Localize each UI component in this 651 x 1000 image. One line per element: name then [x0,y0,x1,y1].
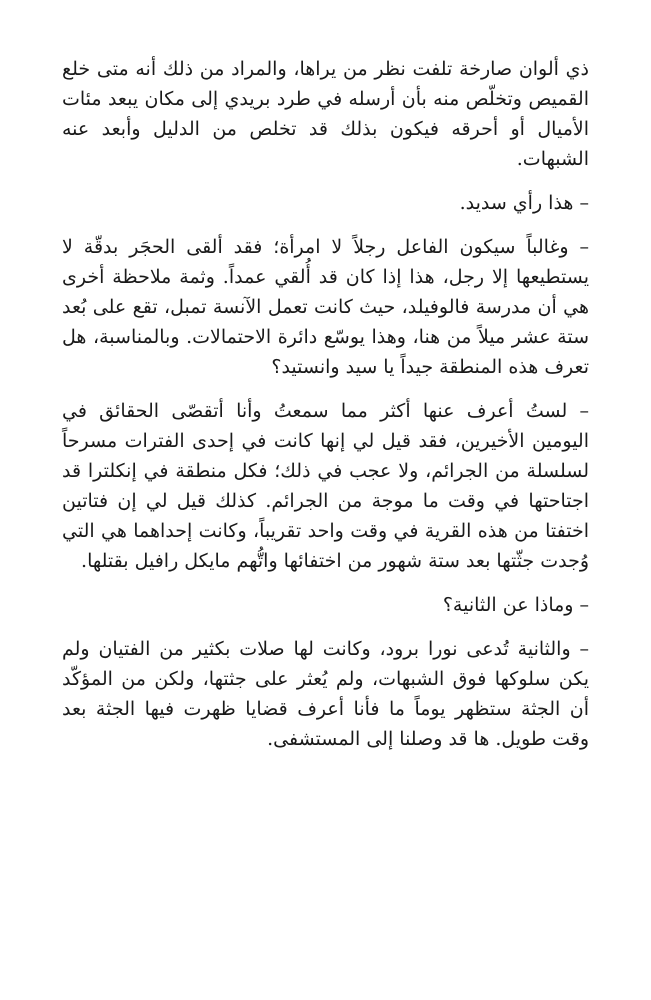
paragraph-6: – والثانية تُدعى نورا برود، وكانت لها صلات بكثير من الفتيان ولم يكن سلوكها فوق الشبهات، ولم يُعثر على جثتها، ولكن من المؤكّد أن الجثة ستظهر يوماً ما فأنا أعرف قضايا ظهرت فيها الجثة بعد وقت طويل. ها قد وصلنا إلى المستشفى. [62,638,589,750]
paragraph-2: – هذا رأي سديد. [459,192,589,214]
paragraph-3: – وغالباً سيكون الفاعل رجلاً لا امرأة؛ فقد ألقى الحجَر بدقّة لا يستطيعها إلا رجل، هذا إذا كان قد أُلقي عمداً. وثمة ملاحظة أخرى هي أن مدرسة فالوفيلد، حيث كانت تعمل الآنسة تمبل، تقع على بُعد ستة عشر ميلاً من هنا، وهذا يوسّع دائرة الاحتمالات. وبالمناسبة، هل تعرف هذه المنطقة جيداً يا سيد وانستيد؟ [62,236,589,378]
paragraph-4: – لستُ أعرف عنها أكثر مما سمعتُ وأنا أتقصّى الحقائق في اليومين الأخيرين، فقد قيل لي إنها كانت في إحدى الفترات مسرحاً لسلسلة من الجرائم، ولا عجب في ذلك؛ فكل منطقة في إنكلترا قد اجتاحتها في وقت ما موجة من الجرائم. كذلك قيل لي إن فتاتين اختفتا من هذه القرية في وقت واحد تقريباً، وكانت إحداهما هي التي وُجدت جثّتها بعد ستة شهور من اختفائها واتُّهم مايكل رافيل بقتلها. [62,400,589,572]
paragraph-1: ذي ألوان صارخة تلفت نظر من يراها، والمراد من ذلك أنه متى خلع القميص وتخلّص منه بأن أرسله في طرد بريدي إلى مكان يبعد مئات الأميال أو أحرقه فيكون بذلك قد تخلص من الدليل وأبعد عنه الشبهات. [62,58,589,170]
paragraph-5: – وماذا عن الثانية؟ [442,594,589,616]
